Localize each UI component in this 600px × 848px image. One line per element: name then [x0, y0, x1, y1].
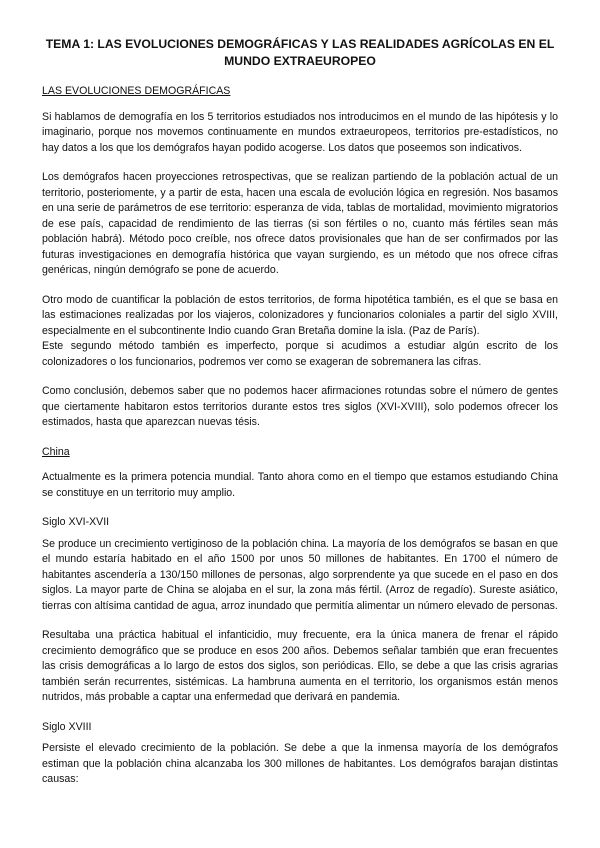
subheading-xvi-xvii: Siglo XVI-XVII — [42, 516, 110, 528]
china-paragraph-infanticide: Resultaba una práctica habitual el infanticidio, muy frecuente, era la única manera de frenar el rápido crecimiento demográfico que se produce en esos 200 años. Debemos señalar también que eran frecuentes las crisis demográficas a lo largo de estos dos siglos, son periódicas. Ello, se debe a que las crisis agrarias también serán recurrentes, sistémicas. La hambruna aumenta en el territorio, los organismos están menos nutridos, más probable a captar una enfermedad que derivará en pandemia. — [42, 629, 558, 703]
paragraph-estimates: Otro modo de cuantificar la población de estos territorios, de forma hipotética también, es el que se basa en las estimaciones realizadas por los viajeros, colonizadores y funcionarios coloniales a partir del siglo XVIII, especialmente en el subcontinente Indio cuando Gran Bretaña domine la isla. (Paz de París). — [42, 293, 558, 337]
subheading-xviii: Siglo XVIII — [42, 720, 92, 733]
document-title: TEMA 1: LAS EVOLUCIONES DEMOGRÁFICAS Y LAS REALIDADES AGRÍCOLAS EN EL MUNDO EXTRAEUROPEO — [45, 37, 555, 68]
china-paragraph-growth: Se produce un crecimiento vertiginoso de la población china. La mayoría de los demógrafos se basan en que el mundo estaría habitado en el año 1500 por unos 50 millones de habitantes. En 1700 el número de habitantes ascendería a 130/150 millones de personas, algo sorprendente ya que sucede en el paso en dos siglos. La mayor parte de China se alojaba en el sur, la zona más fértil. (Arroz de regadío). Sureste asiático, tierras con altísima cantidad de agua, arroz inundado que permitía alimentar un número elevado de personas. — [42, 537, 558, 612]
paragraph-conclusion: Como conclusión, debemos saber que no podemos hacer afirmaciones rotundas sobre el número de gentes que ciertamente habitaron estos territorios durante estos tres siglos (XVI-XVIII), solo podemos ofrecer los estimados, hasta que aparezcan nuevas tésis. — [42, 385, 558, 428]
paragraph-projections: Los demógrafos hacen proyecciones retrospectivas, que se realizan partiendo de la población actual de un territorio, posteriomente, y a partir de esta, hacen una escala de evolución lógica en regresión. Nos basamos en una serie de parámetros de ese territorio: esperanza de vida, tablas de mortalidad, movimiento migratorios de ese país, capacidad de rendimiento de las tierras (si son fértiles o no, cuanto más fértiles sean más población habrá). Método poco creíble, nos ofrece datos provisionales que han de ser confirmados por las futuras investigaciones en demografía histórica que vayan surgiendo, es un método que nos ofrece cifras genéricas, ningún demógrafo se pone de acuerdo. — [42, 171, 558, 276]
section-heading: LAS EVOLUCIONES DEMOGRÁFICAS — [42, 85, 231, 97]
document-page — [42, 36, 558, 802]
china-intro: Actualmente es la primera potencia mundial. Tanto ahora como en el tiempo que estamos estudiando China se constituye en un territorio muy amplio. — [42, 471, 558, 499]
china-heading: China — [42, 445, 70, 458]
china-paragraph-xviii: Persiste el elevado crecimiento de la población. Se debe a que la inmensa mayoría de los demógrafos estiman que la población china alcanzaba los 300 millones de habitantes. Los demógrafos barajan distintas causas: — [42, 742, 558, 785]
paragraph-second-method: Este segundo método también es imperfecto, porque si acudimos a estudiar algún escrito de los colonizadores o los funcionarios, podremos ver como se exageran de sobremanera las cifras. — [42, 340, 558, 368]
paragraph-intro: Si hablamos de demografía en los 5 territorios estudiados nos introducimos en el mundo de las hipótesis y lo imaginario, porque nos movemos continuamente en mundos extraeuropeos, territorios pre-estadísticos, no hay datos a los que los demógrafos hayan podido acogerse. Los datos que poseemos son indicativos. — [42, 110, 558, 154]
